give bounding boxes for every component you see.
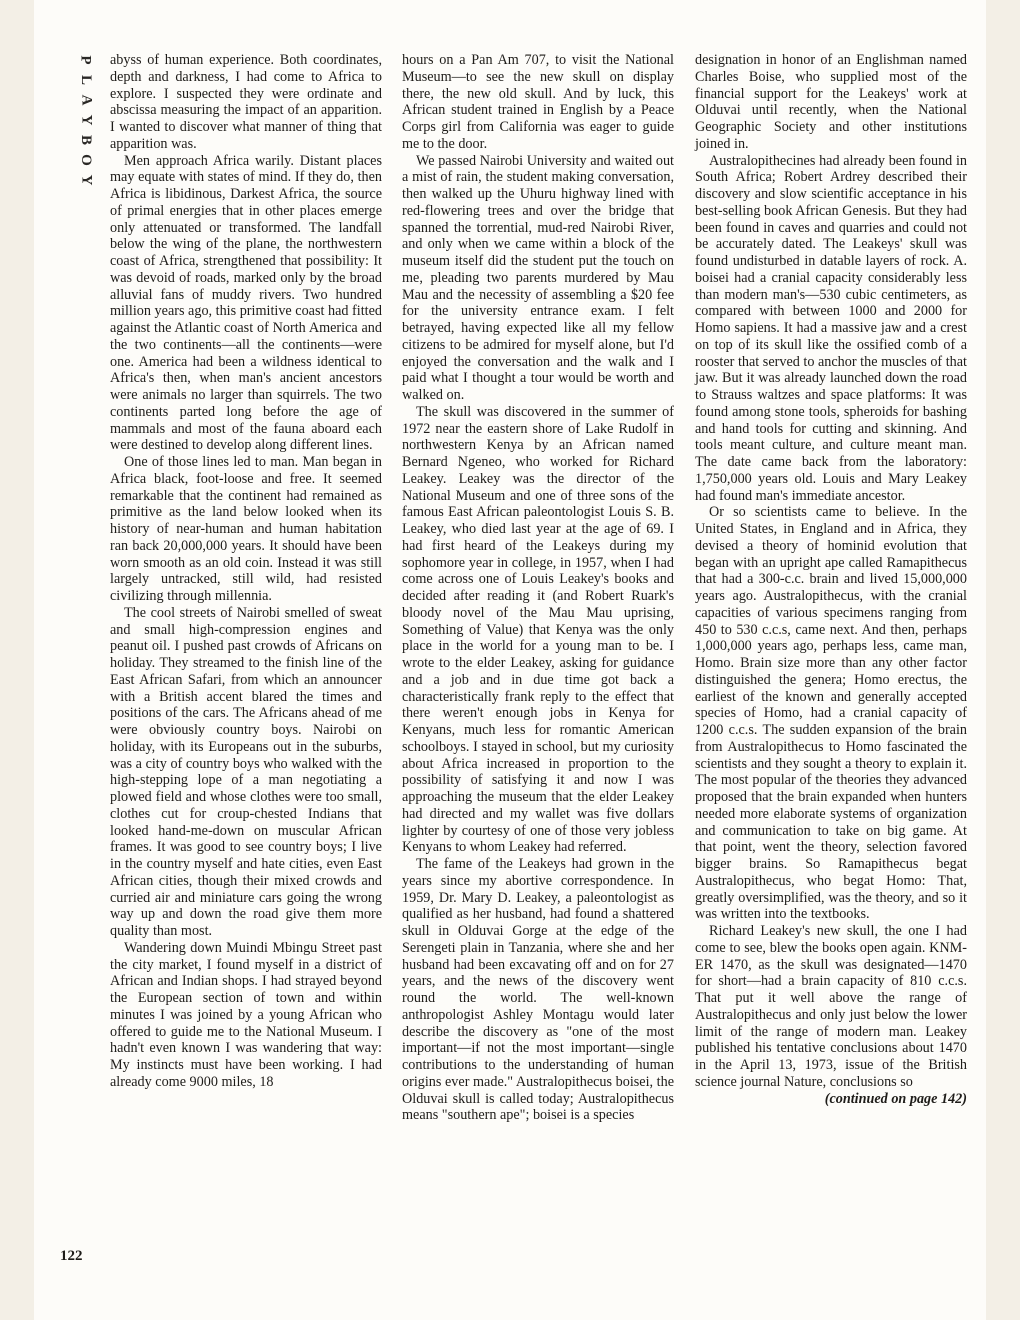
page-number: 122 (60, 1248, 83, 1264)
masthead-letter: A (78, 94, 94, 106)
paragraph: Australopithecines had already been found in South Africa; Robert Ardrey described their discovery and slow scientific acceptance in his best-selling book African Genesis. But they had been found in caves and quarries and could not be accurately dated. The Leakeys' skull was found undisturbed in datable layers of rock. A. boisei had a cranial capacity considerably less than modern man's—530 cubic centimeters, as compared with between 1000 and 2000 for Homo sapiens. It had a massive jaw and a crest on top of its skull like the ossified comb of a rooster that served to anchor the muscles of that jaw. But it was already launched down the road to Strauss waltzes and space platforms: It was found among stone tools, spheroids for bashing and hand tools for cutting and skinning. And tools meant culture, and culture meant man. The date came back from the laboratory: 1,750,000 years old. Louis and Mary Leakey had found man's immediate ancestor. (695, 152, 967, 504)
paragraph: The skull was discovered in the summer of 1972 near the eastern shore of Lake Rudolf in northwestern Kenya by an African named Bernard Ngeneo, who worked for Richard Leakey. Leakey was the director of the National Museum and one of three sons of the famous East African paleontologist Louis S. B. Leakey, who died last year at the age of 69. I had first heard of the Leakeys during my sophomore year in college, in 1957, when I had come across one of Louis Leakey's books and decided after reading it (and Robert Ruark's bloody novel of the Mau Mau uprising, Something of Value) that Kenya was the only place in the world for a young man to be. I wrote to the elder Leakey, asking for guidance and a job and in due time got back a characteristically frank reply to the effect that there weren't enough jobs in Kenya for Kenyans, much less for romantic American schoolboys. I stayed in school, but my curiosity about Africa increased in proportion to the possibility of satisfying it and now I was approaching the museum that the elder Leakey had directed and my wallet was five dollars lighter by courtesy of one of those very jobless Kenyans to whom Leakey had referred. (402, 403, 674, 856)
masthead-letter: P (77, 55, 94, 65)
text-column-3 (695, 52, 967, 1107)
paragraph: Richard Leakey's new skull, the one I had come to see, blew the books open again. KNM-ER 1470, as the skull was designated—1470 for short—had a brain capacity of 810 c.c.s. That put it well above the range of Australopithecus and only just below the lower limit of the range of modern man. Leakey published his tentative conclusions about 1470 in the April 13, 1973, issue of the British science journal Nature, conclusions so (695, 923, 967, 1090)
paragraph: Or so scientists came to believe. In the United States, in England and in Africa, they devised a theory of hominid evolution that began with an upright ape called Ramapithecus that had a 300-c.c. brain and lived 15,000,000 years ago. Australopithecus, with the cranial capacities of various specimens ranging from 450 to 530 c.c.s, came next. And then, perhaps 1,000,000 years ago, perhaps less, came man, Homo. Brain size more than any other factor distinguished the genera; Homo erectus, the earliest of the known and generally accepted species of Homo, had a cranial capacity of 1200 c.c.s. The sudden expansion of the brain from Australopithecus to Homo fascinated the scientists and they sought a theory to explain it. The most popular of the theories they advanced proposed that the brain expanded when hunters needed more elaborate systems of organization and communication to take on big game. At that point, went the theory, selection favored bigger brains. So Ramapithecus begat Australopithecus, who begat Homo: That, greatly oversimplified, was the theory, and so it was written into the textbooks. (695, 504, 967, 923)
continued-note[interactable]: (continued on page 142) (824, 1090, 967, 1107)
masthead-letter: B (77, 134, 94, 146)
masthead-letter: Y (78, 114, 94, 126)
masthead-letter: Y (78, 174, 94, 186)
paragraph: The cool streets of Nairobi smelled of sweat and small high-compression engines and peanut oil. I pushed past crowds of Africans on holiday. They streamed to the finish line of the East African Safari, from which an announcer with a British accent blared the times and positions of the cars. The Africans ahead of me were obviously country boys. Nairobi on holiday, with its Europeans out in the suburbs, was a city of country boys who walked with the high-stepping lope of a man negotiating a plowed field and whose clothes were too small, clothes cut for croup-chested Indians that looked hand-me-down on muscular African frames. It was good to see country boys; I live in the country myself and hate cities, even East African cities, though their mixed crowds and curried air and miniature cars going the wrong way up and down the road give them more quality than most. (110, 604, 382, 939)
text-column-2 (402, 52, 674, 1124)
text-column-1 (110, 52, 382, 1091)
paragraph: We passed Nairobi University and waited out a mist of rain, the student making conversation, then walked up the Uhuru highway lined with red-flowering trees and over the bridge that spanned the torrential, mud-red Nairobi River, and only when we came within a block of the museum itself did the student put the touch on me, pleading two parents murdered by Mau Mau and the necessity of assembling a $20 fee for the university entrance exam. I felt betrayed, having expected like all my fellow citizens to be admired for myself alone, but I'd enjoyed the conversation and the walk and I paid what I thought a tour would be worth and walked on. (402, 152, 674, 403)
paragraph: Men approach Africa warily. Distant places may equate with states of mind. If they do, then Africa is libidinous, Darkest Africa, the source of primal energies that in other places emerge only attenuated or transformed. The landfall below the wing of the plane, the northwestern coast of Africa, strengthened that possibility: It was devoid of roads, marked only by the broad alluvial fans of muddy rivers. Two hundred million years ago, this primitive coast had fitted against the Atlantic coast of North America and the two continents—all the continents—were one. America had been a wildness identical to Africa's then, when man's ancient ancestors were animals no larger than squirrels. The two continents parted long before the age of mammals and most of the fauna aboard each were destined to develop along different lines. (110, 152, 382, 454)
paragraph: The fame of the Leakeys had grown in the years since my abortive correspondence. In 1959, Dr. Mary D. Leakey, a paleontologist as qualified as her husband, had found a shattered skull in Olduvai Gorge at the edge of the Serengeti plain in Tanzania, where she and her husband had been excavating off and on for 27 years, and the news of the discovery went round the world. The well-known anthropologist Ashley Montagu would later describe the discovery as "one of the most important—if not the most important—single contributions to the understanding of human origins ever made." Australopithecus boisei, the Olduvai skull is called today; Australopithecus means "southern ape"; boisei is a species (402, 856, 674, 1124)
paragraph: abyss of human experience. Both coordinates, depth and darkness, I had come to Africa to explore. I suspected they were ordinate and abscissa measuring the impact of an apparition. I wanted to discover what manner of thing that apparition was. (110, 52, 382, 152)
paragraph: hours on a Pan Am 707, to visit the National Museum—to see the new skull on display there, the new old skull. And by luck, this African student trained in English by a Peace Corps girl from California was eager to guide me to the door. (402, 52, 674, 152)
paragraph: One of those lines led to man. Man began in Africa black, foot-loose and free. It seemed remarkable that the continent had remained as primitive as the land below looked when its history of near-human and human habitation ran back 20,000,000 years. It should have been worn smooth as an old coin. Instead it was still largely untracked, still wild, had resisted civilizing through millennia. (110, 454, 382, 604)
masthead-letter: O (77, 154, 94, 166)
paragraph: designation in honor of an Englishman named Charles Boise, who supplied most of the financial support for the Leakeys' work at Olduvai until recently, when the National Geographic Society and other institutions joined in. (695, 52, 967, 152)
paragraph: Wandering down Muindi Mbingu Street past the city market, I found myself in a district of African and Indian shops. I had strayed beyond the European section of town and within minutes I was joined by a young African who offered to guide me to the National Museum. I hadn't even known I was wandering that way: My instincts must have been working. I had already come 9000 miles, 18 (110, 939, 382, 1090)
masthead (72, 50, 98, 190)
masthead-letter: L (77, 74, 94, 86)
